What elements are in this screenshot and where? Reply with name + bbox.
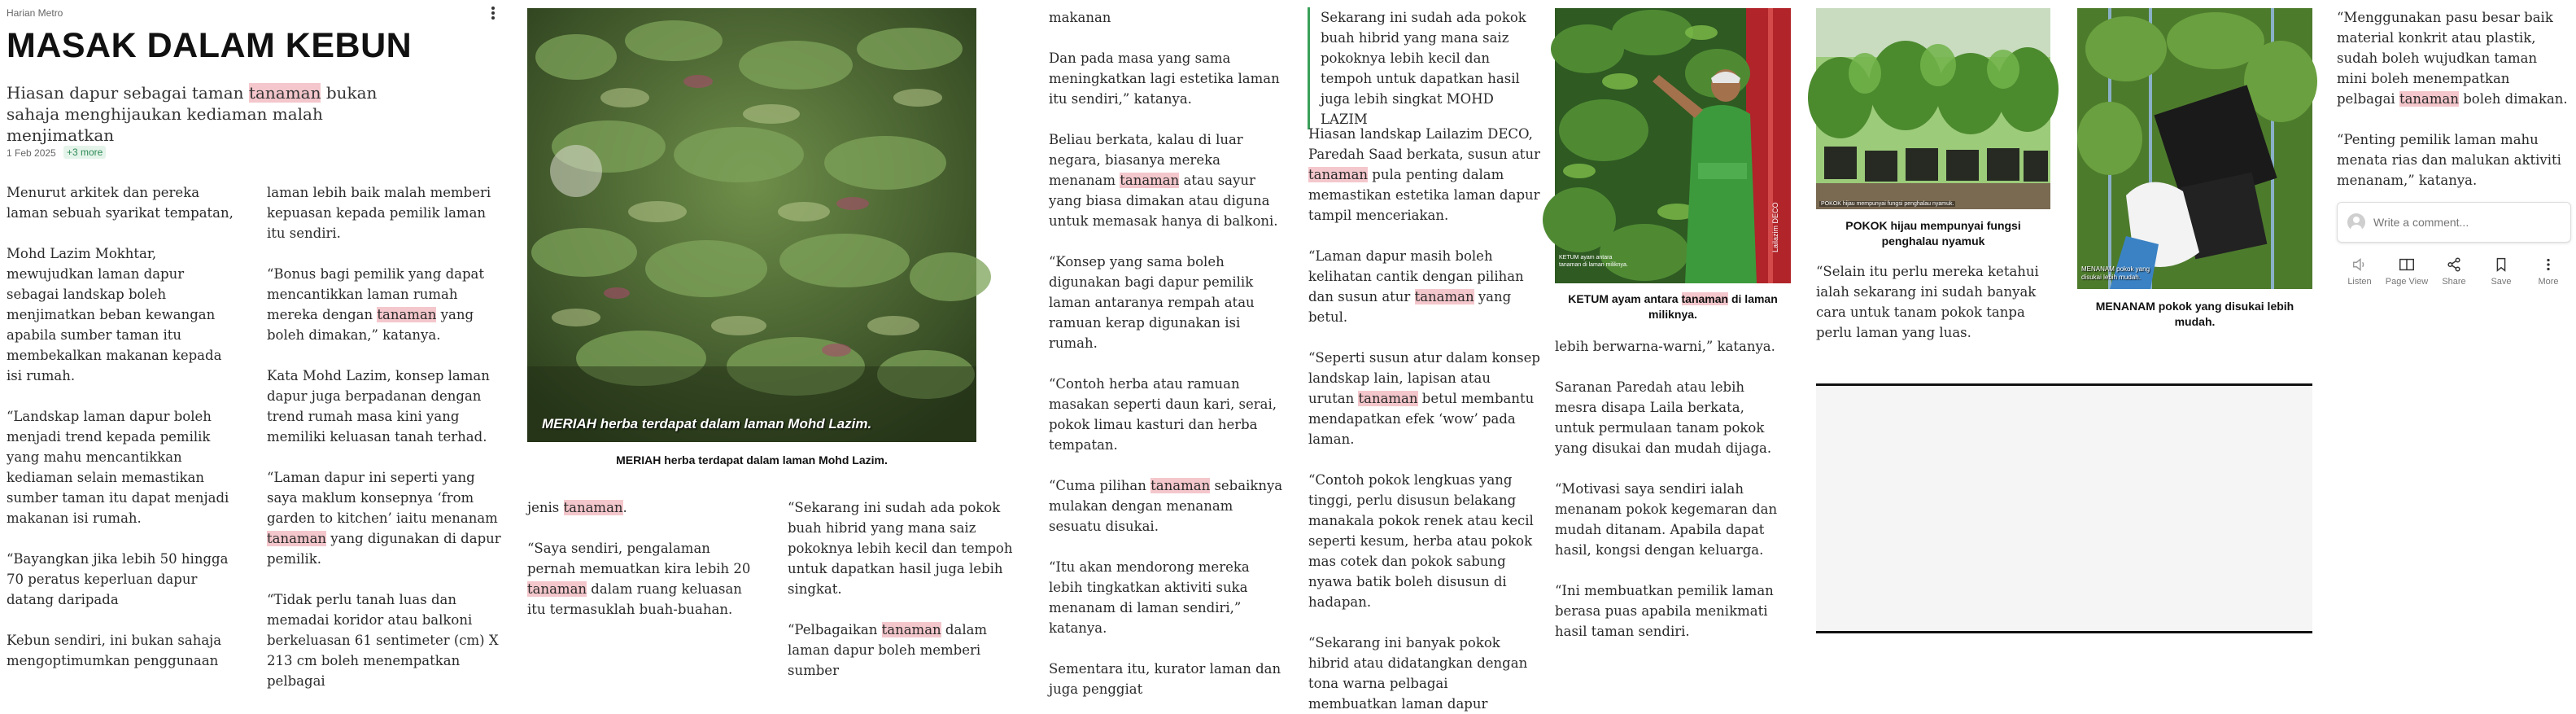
publish-date: 1 Feb 2025 <box>7 147 56 159</box>
paragraph: “Ini membuatkan pemilik laman berasa puas apabila menikmati hasil taman sendiri. <box>1555 583 1774 639</box>
photo-green-plants[interactable] <box>1816 8 2050 209</box>
page-view-label: Page View <box>2385 277 2429 287</box>
comment-box[interactable] <box>2337 202 2571 243</box>
paragraph: lebih berwarna-warni,” katanya. <box>1555 339 1775 354</box>
paragraph: “Laman dapur masih boleh kelihatan cantik dengan pilihan dan susun atur tanaman yang betul. <box>1308 248 1524 325</box>
photo-caption: POKOK hijau mempunyai fungsi penghalau nyamuk <box>1845 219 2021 247</box>
paragraph: “Selain itu perlu mereka ketahui ialah sekarang ini sudah banyak cara untuk tanam pokok tanpa perlu laman yang luas. <box>1816 264 2039 340</box>
paragraph: “Tidak perlu tanah luas dan memadai koridor atau balkoni berkeluasan 61 sentimeter (cm) X 213 cm boleh menempatkan pelbagai <box>267 592 499 689</box>
paragraph: Kebun sendiri, ini bukan sahaja mengoptimumkan penggunaan <box>7 633 222 668</box>
more-editions-badge[interactable]: +3 more <box>63 146 106 159</box>
action-bar <box>2337 256 2571 287</box>
article-column-1 <box>7 182 234 671</box>
article-column-8 <box>1816 261 2052 343</box>
speaker-icon <box>2351 256 2369 274</box>
share-icon <box>2445 256 2463 274</box>
photo-overlay-caption: MENANAM pokok yang disukai lebih mudah. <box>2081 265 2150 281</box>
article-column-7 <box>1555 336 1787 642</box>
photo-caption: MERIAH herba terdapat dalam laman Mohd Lazim. <box>616 453 888 467</box>
save-label: Save <box>2491 277 2512 287</box>
user-avatar-icon <box>2347 213 2365 231</box>
options-menu-button[interactable] <box>487 5 500 21</box>
share-label: Share <box>2442 277 2466 287</box>
page-view-icon <box>2398 256 2416 274</box>
comment-input[interactable] <box>2373 216 2561 229</box>
green-plants-image <box>1816 8 2050 209</box>
photo-caption: KETUM ayam antara tanaman di laman miliknya. <box>1568 292 1778 321</box>
publication-name: Harian Metro <box>7 7 63 19</box>
more-vertical-icon <box>487 5 500 21</box>
pull-quote <box>1308 7 1538 129</box>
photo-overlay-caption: POKOK hijau mempunyai fungsi penghalau nyamuk. <box>1821 201 1954 207</box>
herb-garden-image <box>527 8 976 442</box>
paragraph: “Seperti susun atur dalam konsep landskap lain, lapisan atau urutan tanaman betul membantu mendapatkan efek ‘wow’ pada laman. <box>1308 350 1540 447</box>
photo-overlay-caption: MERIAH herba terdapat dalam laman Mohd Lazim. <box>542 416 872 431</box>
paragraph: Hiasan landskap Lailazim DECO, Paredah Saad berkata, susun atur tanaman pula penting dalam memastikan estetika laman dapur tampil menceriakan. <box>1308 126 1540 223</box>
paragraph: “Bayangkan jika lebih 50 hingga 70 peratus keperluan dapur datang daripada <box>7 551 229 607</box>
photo-potting[interactable] <box>2077 8 2312 289</box>
listen-label: Listen <box>2347 277 2372 287</box>
paragraph: Mohd Lazim Mokhtar, mewujudkan laman dapur sebagai landskap boleh menjimatkan beban kewangan apabila sumber taman itu membekalkan makanan kepada isi rumah. <box>7 246 222 383</box>
paragraph: makanan <box>1049 10 1111 25</box>
article-column-2 <box>267 182 503 691</box>
gardener-image <box>1555 8 1791 283</box>
photo-herb-garden[interactable] <box>527 8 976 442</box>
paragraph: “Landskap laman dapur boleh menjadi trend kepada pemilik yang mahu mencantikkan kediaman selain memastikan sumber taman itu dapat menjadi makanan isi rumah. <box>7 409 229 526</box>
save-button[interactable] <box>2478 256 2524 287</box>
more-button[interactable] <box>2526 256 2571 287</box>
paragraph: “Pelbagaikan tanaman dalam laman dapur boleh memberi sumber <box>788 622 988 678</box>
paragraph: “Sekarang ini sudah ada pokok buah hibrid yang mana saiz pokoknya lebih kecil dan tempoh untuk dapatkan hasil juga lebih singkat. <box>788 500 1013 597</box>
paragraph: Menurut arkitek dan pereka laman sebuah syarikat tempatan, <box>7 185 234 221</box>
paragraph: laman lebih baik malah memberi kepuasan kepada pemilik laman itu sendiri. <box>267 185 491 241</box>
paragraph: jenis tanaman. <box>527 500 627 515</box>
more-label: More <box>2538 277 2559 287</box>
paragraph: “Cuma pilihan tanaman sebaiknya mulakan dengan menanam sesuatu disukai. <box>1049 478 1283 534</box>
paragraph: Saranan Paredah atau lebih mesra disapa Laila berkata, untuk permulaan tanam pokok yang disukai dan mudah dijaga. <box>1555 379 1772 456</box>
paragraph: Dan pada masa yang sama meningkatkan lagi estetika laman itu sendiri,” katanya. <box>1049 50 1280 107</box>
potting-image <box>2077 8 2312 289</box>
photo-caption: MENANAM pokok yang disukai lebih mudah. <box>2095 300 2294 328</box>
bookmark-icon <box>2492 256 2510 274</box>
photo-overlay-caption: KETUM ayam antara tanaman di laman miliknya. <box>1559 255 1628 268</box>
listen-button[interactable] <box>2337 256 2382 287</box>
photo-gardener[interactable] <box>1555 8 1791 283</box>
article-column-6 <box>1308 124 1540 714</box>
paragraph: Sementara itu, kurator laman dan juga penggiat <box>1049 661 1281 697</box>
article-column-3 <box>527 497 759 620</box>
paragraph: “Saya sendiri, pengalaman pernah memuatkan kira lebih 20 tanaman dalam ruang keluasan itu termasuklah buah-buahan. <box>527 541 751 617</box>
paragraph: “Motivasi saya sendiri ialah menanam pokok kegemaran dan mudah ditanam. Apabila dapat hasil, kongsi dengan keluarga. <box>1555 481 1778 558</box>
article-column-5 <box>1049 7 1285 699</box>
subheadline: Hiasan dapur sebagai taman tanaman bukan sahaja menghijaukan kediaman malah menjimatkan <box>7 83 378 145</box>
pull-quote-text: Sekarang ini sudah ada pokok buah hibrid yang mana saiz pokoknya lebih kecil dan tempoh untuk dapatkan hasil juga lebih singkat MOHD LAZIM <box>1321 10 1526 127</box>
paragraph: Kata Mohd Lazim, konsep laman dapur juga berpadanan dengan trend rumah masa kini yang memiliki keluasan tanah terhad. <box>267 368 490 445</box>
paragraph: “Itu akan mendorong mereka lebih tingkatkan aktiviti suka menanam di laman sendiri,” katanya. <box>1049 559 1250 636</box>
page-view-button[interactable] <box>2384 256 2430 287</box>
paragraph: “Laman dapur ini seperti yang saya maklum konsepnya ‘from garden to kitchen’ iaitu menanam tanaman yang digunakan di dapur pemilik. <box>267 470 501 567</box>
article-column-9 <box>2337 7 2569 191</box>
image-placeholder <box>1816 383 2312 633</box>
paragraph: “Contoh pokok lengkuas yang tinggi, perlu disusun belakang manakala pokok renek atau kecil seperti kesum, herba atau pokok mas cotek dan pokok sabung nyawa batik boleh disusun di hadapan. <box>1308 472 1534 610</box>
article-column-4 <box>788 497 1024 681</box>
paragraph: “Penting pemilik laman mahu menata rias dan malukan aktiviti menanam,” katanya. <box>2337 132 2561 188</box>
paragraph: “Menggunakan pasu besar baik material konkrit atau plastik, sudah boleh wujudkan taman mini boleh menempatkan pelbagai tanaman boleh dimakan. <box>2337 10 2568 107</box>
paragraph: “Konsep yang sama boleh digunakan bagi dapur pemilik laman antaranya rempah atau ramuan kerap digunakan isi rumah. <box>1049 254 1255 351</box>
share-button[interactable] <box>2431 256 2477 287</box>
paragraph: “Sekarang ini banyak pokok hibrid atau didatangkan dengan tona warna pelbagai membuatkan laman dapur <box>1308 635 1528 712</box>
paragraph: Beliau berkata, kalau di luar negara, biasanya mereka menanam tanaman atau sayur yang biasa dimakan atau diguna untuk memasak hanya di balkoni. <box>1049 132 1278 229</box>
paragraph: “Bonus bagi pemilik yang dapat mencantikkan laman rumah mereka dengan tanaman yang boleh dimakan,” katanya. <box>267 266 485 343</box>
more-vertical-icon <box>2539 256 2557 274</box>
paragraph: “Contoh herba atau ramuan masakan seperti daun kari, serai, pokok limau kasturi dan herba tempatan. <box>1049 376 1277 453</box>
photo-credit-vertical: Lailazim DECO <box>1771 202 1779 252</box>
headline: MASAK DALAM KEBUN <box>7 26 413 65</box>
